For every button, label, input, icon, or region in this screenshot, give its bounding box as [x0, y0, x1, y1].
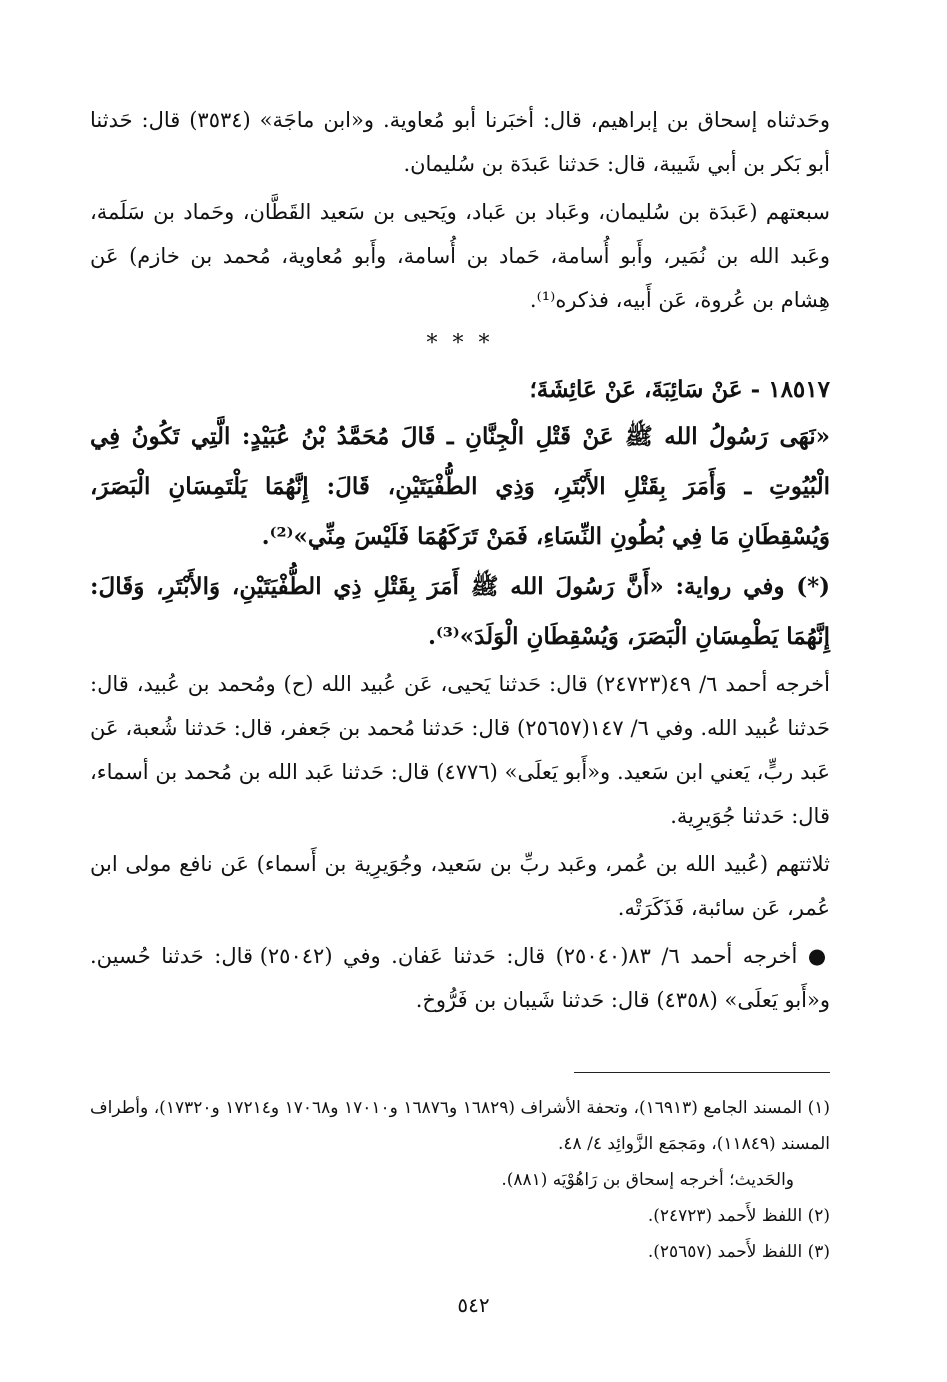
- isnad-paragraph-1: وحَدثناه إسحاق بن إبراهيم، قال: أخبَرنا أبو مُعاوية. و«ابن ماجَة» (٣٥٣٤) قال: حَدثنا أبو بَكر بن أبي شَيبة، قال: حَدثنا عَبدَة بن سُليمان.: [90, 108, 830, 176]
- takhrij-paragraph-2: ثلاثتهم (عُبيد الله بن عُمر، وعَبد ربِّ بن سَعيد، وجُوَيرِية بن أَسماء) عَن نافع مولى ابن عُمر، عَن سائبة، فَذَكَرَتْه.: [90, 852, 830, 920]
- takhrij-paragraph-3: ● أخرجه أحمد ٦/ ٨٣(٢٥٠٤٠) قال: حَدثنا عَفان. وفي (٢٥٠٤٢) قال: حَدثنا حُسين. و«أَبو يَعلَى» (٤٣٥٨) قال: حَدثنا شَيبان بن فَرُّوخ.: [90, 944, 830, 1012]
- hadith-text: «نَهَى رَسُولُ الله ﷺ عَنْ قَتْلِ الْجِنَّانِ ـ قَالَ مُحَمَّدُ بْنُ عُبَيْدٍ: الَّتِي تَكُونُ فِي الْبُيُوتِ ـ وَأَمَرَ بِقَتْلِ الأَبْتَرِ، وَذِي الطُّفْيَتَيْنِ، قَالَ: إِنَّهُمَا يَلْتَمِسَانِ الْبَصَرَ، وَيُسْقِطَانِ مَا فِي بُطُونِ النِّسَاءِ، فَمَنْ تَرَكَهُمَا فَلَيْسَ مِنِّي»⁽²⁾.: [90, 423, 830, 550]
- footnote-1-continuation: والحَديث؛ أخرجه إسحاق بن رَاهُوْيَه (٨٨١).: [501, 1170, 794, 1190]
- section-separator: * * *: [426, 331, 494, 356]
- isnad-paragraph-2: سبعتهم (عَبدَة بن سُليمان، وعَباد بن عَباد، ويَحيى بن سَعيد القَطَّان، وحَماد بن سَلَمة، وعَبد الله بن نُمَير، وأَبو أُسامة، حَماد بن أُسامة، وأَبو مُعاوية، مُحمد بن خازم) عَن هِشام بن عُروة، عَن أَبيه، فذكره⁽¹⁾.: [90, 200, 830, 312]
- hadith-heading: ١٨٥١٧ - عَنْ سَائِبَةَ، عَنْ عَائِشَةَ؛: [529, 376, 830, 403]
- footnote-3: (٣) اللفظ لأَحمد (٢٥٦٥٧).: [647, 1242, 830, 1262]
- page-number: ٥٤٢: [457, 1293, 490, 1317]
- footnote-1: (١) المسند الجامع (١٦٩١٣)، وتحفة الأشراف (١٦٨٢٩ و١٦٨٧٦ و١٧٠١٠ و١٧٠٦٨ و١٧٢١٤ و١٧٣٢٠)، وأطراف المسند (١١٨٤٩)، ومَجمَع الزَّوائِد ٤/ ٤٨.: [90, 1098, 830, 1154]
- footnotes: [90, 1090, 830, 1270]
- main-text: [90, 98, 830, 1022]
- takhrij-paragraph-1: أخرجه أحمد ٦/ ٤٩(٢٤٧٢٣) قال: حَدثنا يَحيى، عَن عُبيد الله (ح) ومُحمد بن عُبيد، قال: حَدثنا عُبيد الله. وفي ٦/ ١٤٧(٢٥٦٥٧) قال: حَدثنا مُحمد بن جَعفر، قال: حَدثنا شُعبة، عَن عَبد ربٍّ، يَعني ابن سَعيد. و«أَبو يَعلَى» (٤٧٧٦) قال: حَدثنا عَبد الله بن مُحمد بن أسماء، قال: حَدثنا جُوَيرِية.: [90, 672, 830, 828]
- footnote-2: (٢) اللفظ لأَحمد (٢٤٧٢٣).: [647, 1206, 830, 1226]
- footnote-divider: [574, 1072, 830, 1073]
- riwaya-text: (*) وفي رواية: «أَنَّ رَسُولَ الله ﷺ أَمَرَ بِقَتْلِ ذِي الطُّفْيَتَيْنِ، وَالأَبْتَرِ، وَقَالَ: إِنَّهُمَا يَطْمِسَانِ الْبَصَرَ، وَيُسْقِطَانِ الْوَلَدَ»⁽³⁾.: [90, 573, 830, 650]
